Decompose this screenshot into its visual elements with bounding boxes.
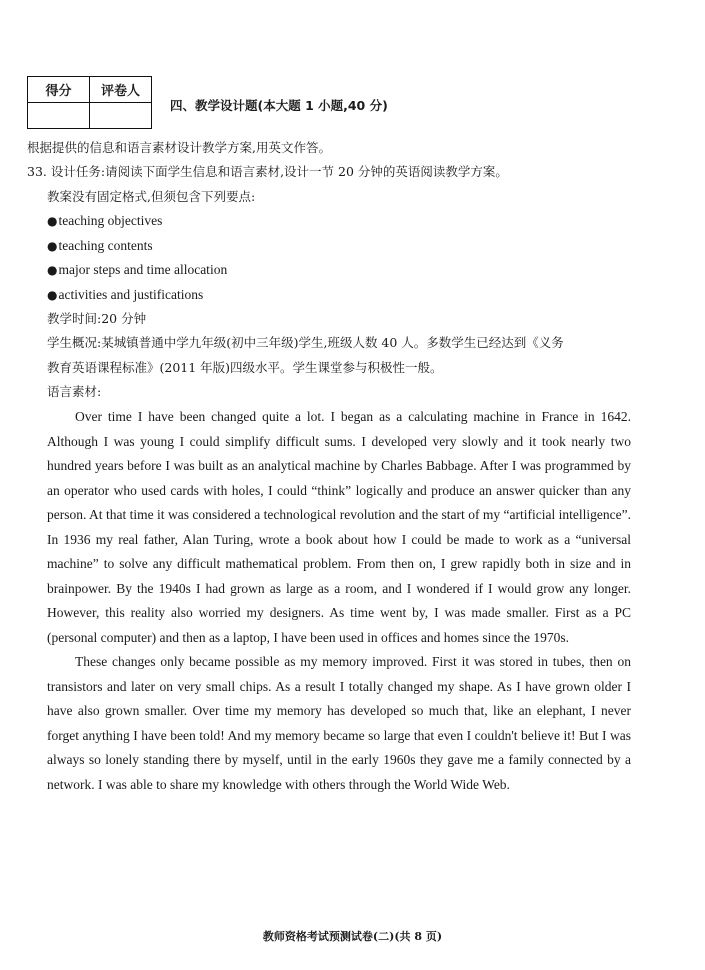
bullet-icon: ● xyxy=(47,263,58,277)
student-info-line: 教育英语课程标准》(2011 年版)四级水平。学生课堂参与积极性一般。 xyxy=(47,360,443,375)
point-item xyxy=(47,262,227,278)
point-label: activities and justifications xyxy=(58,287,204,302)
point-label: teaching objectives xyxy=(58,213,163,228)
material-label: 语言素材: xyxy=(47,384,102,399)
bullet-icon: ● xyxy=(47,214,58,228)
bullet-icon: ● xyxy=(47,239,58,253)
section-title: 四、教学设计题(本大题 1 小题,40 分) xyxy=(170,98,388,113)
point-item xyxy=(47,238,153,254)
bullet-icon: ● xyxy=(47,288,58,302)
grader-header: 评卷人 xyxy=(90,77,152,103)
teaching-time: 教学时间:20 分钟 xyxy=(47,311,147,326)
requirement-intro: 教案没有固定格式,但须包含下列要点: xyxy=(47,189,256,204)
point-label: major steps and time allocation xyxy=(58,262,228,277)
passage-paragraph-2: These changes only became possible as my memory improved. First it was stored in tubes, then on transistors and later on very small chips. As a result I totally changed my shape. As I have grown older I have also grown smaller. Over time my memory has developed so much that, like an elephant, I never forget anything I have been told! And my memory became so large that even I couldn't believe it! But I was always so lonely standing there by myself, until in the early 1960s they gave me a family connected by a network. I was able to share my knowledge with others through the World Wide Web. xyxy=(47,654,631,792)
score-header: 得分 xyxy=(28,77,90,103)
student-info-line: 学生概况:某城镇普通中学九年级(初中三年级)学生,班级人数 40 人。多数学生已经达到《义务 xyxy=(47,335,564,350)
page-footer: 教师资格考试预测试卷(二)(共 8 页) xyxy=(262,930,443,943)
point-item xyxy=(47,213,162,229)
passage-paragraph-1: Over time I have been changed quite a lot. I began as a calculating machine in France in 1642. Although I was young I could simplify difficult sums. I developed very slowly and it took nearly two hundred years before I was built as an analytical machine by Charles Babbage. After I was programmed by an operator who used cards with holes, I could “think” logically and produce an answer quicker than any person. At that time it was considered a technological revolution and the start of my “artificial intelligence”. In 1936 my real father, Alan Turing, wrote a book about how I could be made to work as a “universal machine” to solve any difficult mathematical problem. From then on, I grew rapidly both in size and in brainpower. By the 1940s I had grown as large as a room, and I wondered if I would grow any longer. However, this reality also worried my designers. As time went by, I was made smaller. First as a PC (personal computer) and then as a laptop, I have been used in offices and homes since the 1970s. xyxy=(47,409,631,645)
score-cell xyxy=(28,103,90,129)
grader-cell xyxy=(90,103,152,129)
point-item xyxy=(47,287,203,303)
point-label: teaching contents xyxy=(58,238,153,253)
instruction-text: 根据提供的信息和语言素材设计教学方案,用英文作答。 xyxy=(27,140,331,155)
task-text: 33. 设计任务:请阅读下面学生信息和语言素材,设计一节 20 分钟的英语阅读教学方案。 xyxy=(27,164,508,179)
score-table xyxy=(27,76,152,129)
